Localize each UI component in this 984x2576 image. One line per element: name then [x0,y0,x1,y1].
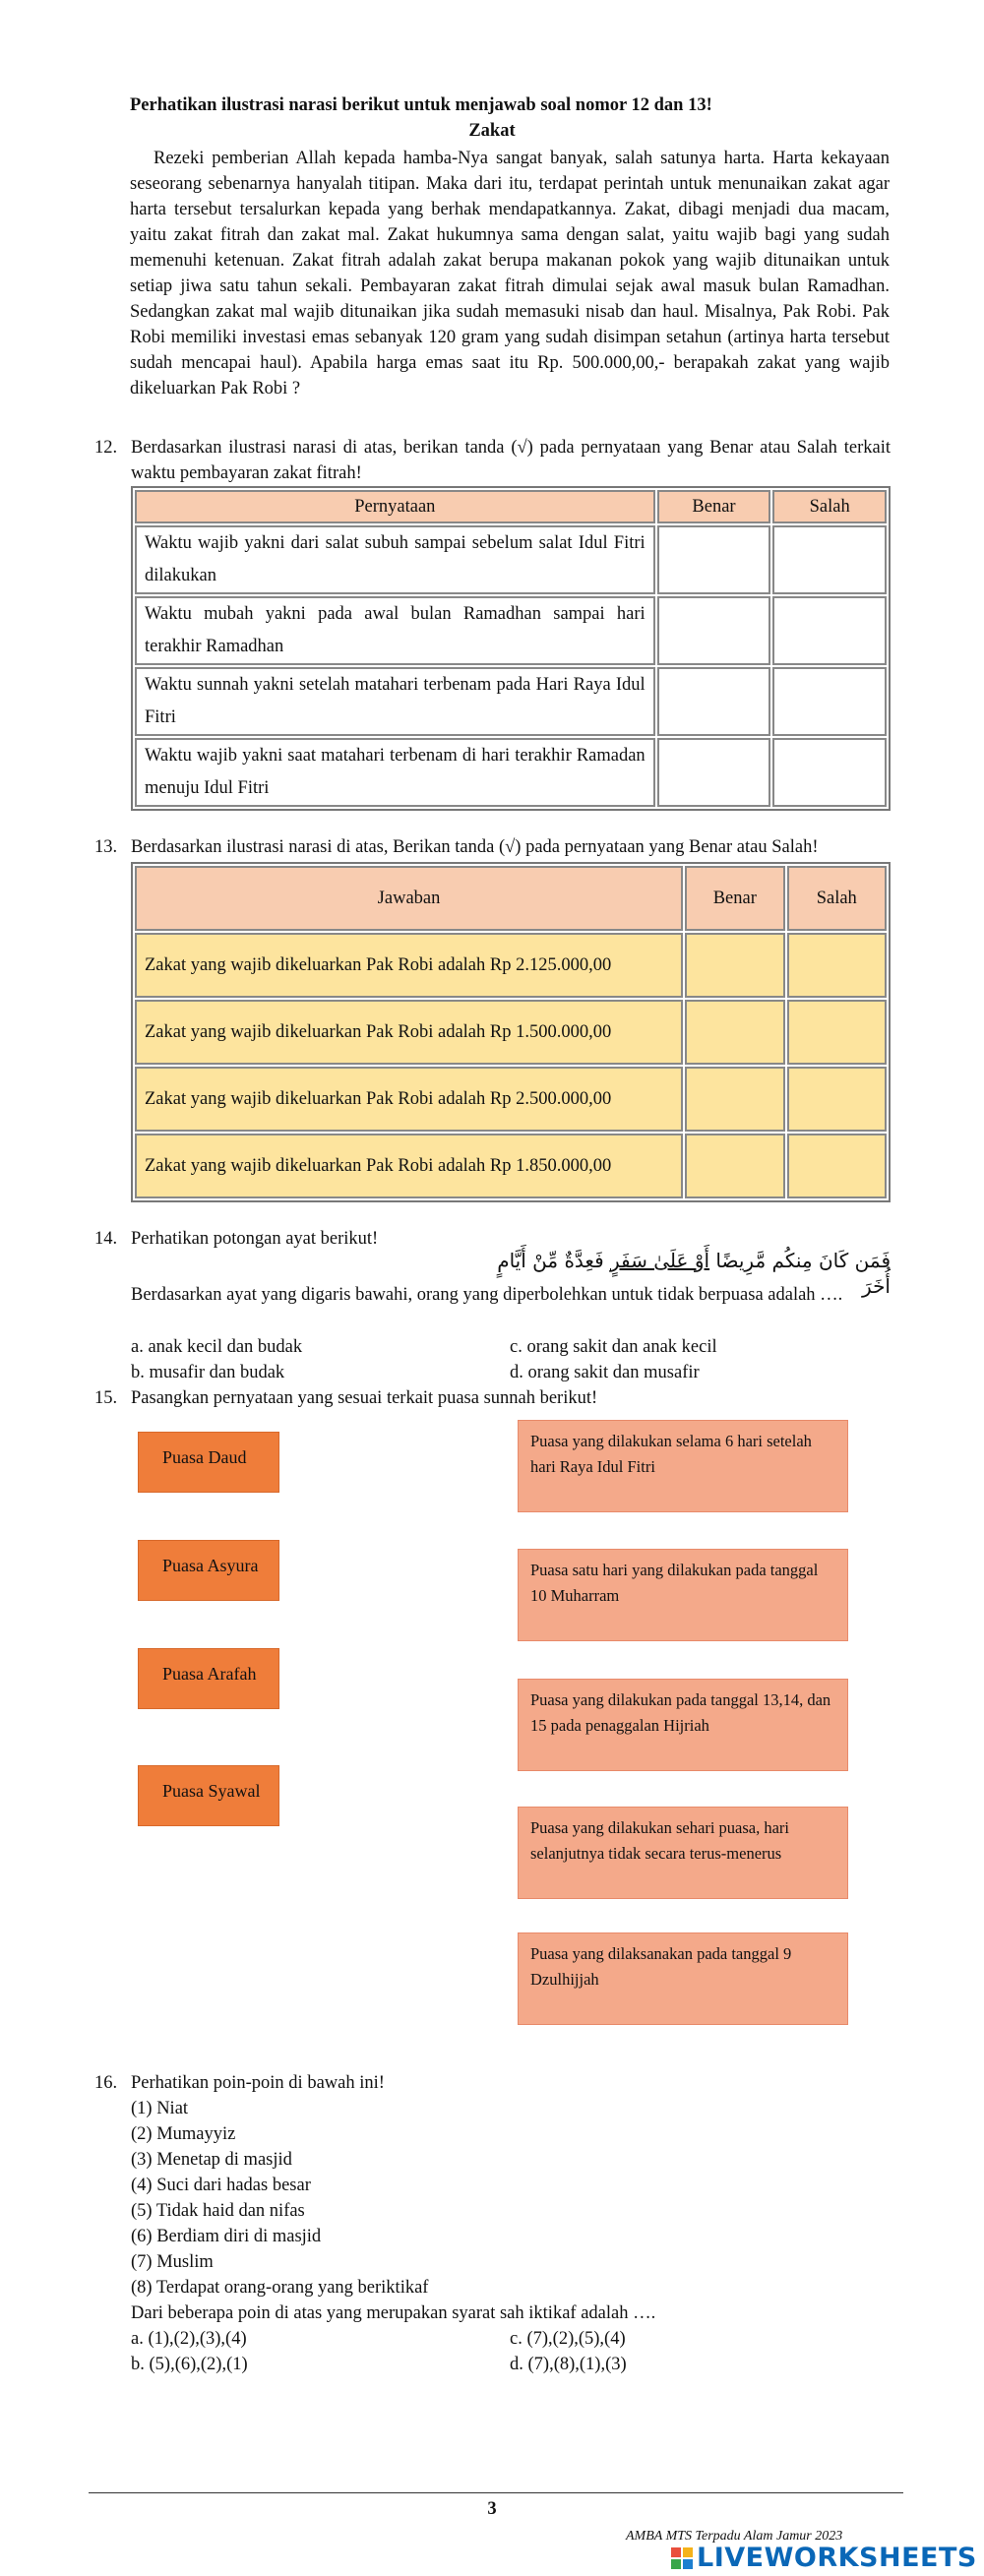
salah-checkbox-cell[interactable] [772,738,887,807]
point-item: (7) Muslim [131,2252,214,2272]
match-right-item[interactable]: Puasa yang dilakukan selama 6 hari setelah hari Raya Idul Fitri [518,1420,848,1512]
point-item: (8) Terdapat orang-orang yang beriktikaf [131,2278,429,2298]
salah-checkbox-cell[interactable] [787,1067,887,1132]
question-13-text: Berdasarkan ilustrasi narasi di atas, Berikan tanda (√) pada pernyataan yang Benar atau Salah! [131,837,819,857]
option-b[interactable]: b. musafir dan budak [131,1363,285,1382]
header-jawaban: Jawaban [135,866,683,931]
match-left-puasa-asyura[interactable]: Puasa Asyura [138,1540,279,1601]
point-item: (2) Mumayyiz [131,2124,236,2144]
answer-cell: Zakat yang wajib dikeluarkan Pak Robi adalah Rp 1.500.000,00 [135,1000,683,1065]
option-b[interactable]: b. (5),(6),(2),(1) [131,2355,248,2374]
benar-checkbox-cell[interactable] [685,1134,784,1198]
option-d[interactable]: d. (7),(8),(1),(3) [510,2355,627,2374]
page-number: 3 [487,2499,497,2519]
match-left-puasa-syawal[interactable]: Puasa Syawal [138,1765,279,1826]
q12-table [131,486,891,811]
point-item: (6) Berdiam diri di masjid [131,2227,322,2246]
salah-checkbox-cell[interactable] [772,525,887,594]
benar-checkbox-cell[interactable] [657,667,771,736]
answer-cell: Zakat yang wajib dikeluarkan Pak Robi adalah Rp 2.125.000,00 [135,933,683,998]
question-16-number: 16. [94,2073,118,2093]
salah-checkbox-cell[interactable] [787,933,887,998]
match-right-item[interactable]: Puasa yang dilakukan pada tanggal 13,14, dan 15 pada penaggalan Hijriah [518,1679,848,1771]
point-item: (4) Suci dari hadas besar [131,2176,311,2195]
question-14-text: Perhatikan potongan ayat berikut! [131,1229,379,1249]
option-a[interactable]: a. anak kecil dan budak [131,1337,303,1357]
option-c[interactable]: c. orang sakit dan anak kecil [510,1337,717,1357]
table-row [135,1000,887,1065]
question-14-number: 14. [94,1229,118,1249]
verse-part: فَمَن كَانَ مِنكُم مَّرِيضًا [709,1249,891,1272]
question-14-prompt: Berdasarkan ayat yang digaris bawahi, orang yang diperbolehkan untuk tidak berpuasa adalah …. [131,1285,843,1305]
statement-cell: Waktu wajib yakni saat matahari terbenam di hari terakhir Ramadan menuju Idul Fitri [135,738,655,807]
question-15-number: 15. [94,1388,118,1408]
salah-checkbox-cell[interactable] [772,596,887,665]
question-16-text: Perhatikan poin-poin di bawah ini! [131,2073,385,2093]
question-12-text: Berdasarkan ilustrasi narasi di atas, berikan tanda (√) pada pernyataan yang Benar atau Salah terkait waktu pembayaran zakat fitrah! [131,438,891,483]
match-right-item[interactable]: Puasa satu hari yang dilakukan pada tanggal 10 Muharram [518,1549,848,1641]
liveworksheets-grid-icon [671,2547,693,2569]
table-row [135,596,887,665]
match-left-puasa-daud[interactable]: Puasa Daud [138,1432,279,1493]
benar-checkbox-cell[interactable] [685,1067,784,1132]
point-item: (3) Menetap di masjid [131,2150,292,2170]
answer-cell: Zakat yang wajib dikeluarkan Pak Robi adalah Rp 2.500.000,00 [135,1067,683,1132]
footer-divider [89,2492,903,2493]
table-row [135,1067,887,1132]
table-row [135,525,887,594]
intro-heading: Perhatikan ilustrasi narasi berikut untuk menjawab soal nomor 12 dan 13! [130,95,712,115]
statement-cell: Waktu wajib yakni dari salat subuh sampai sebelum salat Idul Fitri dilakukan [135,525,655,594]
point-item: (1) Niat [131,2099,189,2118]
benar-checkbox-cell[interactable] [657,596,771,665]
benar-checkbox-cell[interactable] [685,933,784,998]
table-row [135,667,887,736]
table-row [135,933,887,998]
benar-checkbox-cell[interactable] [685,1000,784,1065]
q13-table [131,862,891,1202]
salah-checkbox-cell[interactable] [787,1000,887,1065]
question-12-number: 12. [94,438,118,458]
question-16-prompt: Dari beberapa poin di atas yang merupakan syarat sah iktikaf adalah …. [131,2303,656,2323]
answer-cell: Zakat yang wajib dikeluarkan Pak Robi adalah Rp 1.850.000,00 [135,1134,683,1198]
header-salah: Salah [787,866,887,931]
option-c[interactable]: c. (7),(2),(5),(4) [510,2329,626,2349]
match-right-item[interactable]: Puasa yang dilaksanakan pada tanggal 9 Dzulhijjah [518,1932,848,2025]
narrative-text: Rezeki pemberian Allah kepada hamba-Nya sangat banyak, salah satunya harta. Harta kekayaan seseorang sebenarnya hanyalah titipan. Maka dari itu, terdapat perintah untuk menunaikan zakat agar harta tersebut tersalurkan kepada yang berhak mendapatkannya. Zakat, dibagi menjadi dua macam, yaitu zakat fitrah dan zakat mal. Zakat hukumnya sama dengan salat, yaitu wajib bagi yang sudah memenuhi ketenuan. Zakat fitrah adalah zakat berupa makanan pokok yang wajib ditunaikan untuk setiap jiwa satu tahun sekali. Pembayaran zakat fitrah dimulai sejak awal masuk bulan Ramadhan. Sedangkan zakat mal wajib ditunaikan jika sudah memasuki nisab dan haul. Misalnya, Pak Robi. Pak Robi memiliki investasi emas sebanyak 120 gram yang sudah disimpan setahun (artinya harta tersebut sudah mencapai haul). Apabila harga emas saat itu Rp. 500.000,00,- berapakah zakat yang wajib dikeluarkan Pak Robi ? [130,149,890,399]
header-pernyataan: Pernyataan [135,490,655,523]
point-item: (5) Tidak haid dan nifas [131,2201,305,2221]
header-salah: Salah [772,490,887,523]
statement-cell: Waktu sunnah yakni setelah matahari terbenam pada Hari Raya Idul Fitri [135,667,655,736]
header-benar: Benar [657,490,771,523]
table-row [135,738,887,807]
liveworksheets-logo [671,2543,977,2574]
benar-checkbox-cell[interactable] [657,525,771,594]
option-a[interactable]: a. (1),(2),(3),(4) [131,2329,247,2349]
table-header-row [135,490,887,523]
logo-text: LIVEWORKSHEETS [697,2543,977,2573]
salah-checkbox-cell[interactable] [772,667,887,736]
question-13-number: 13. [94,837,118,857]
question-15-text: Pasangkan pernyataan yang sesuai terkait puasa sunnah berikut! [131,1388,598,1408]
option-d[interactable]: d. orang sakit dan musafir [510,1363,700,1382]
table-header-row [135,866,887,931]
benar-checkbox-cell[interactable] [657,738,771,807]
table-row [135,1134,887,1198]
match-left-puasa-arafah[interactable]: Puasa Arafah [138,1648,279,1709]
match-right-item[interactable]: Puasa yang dilakukan sehari puasa, hari selanjutnya tidak secara terus-menerus [518,1807,848,1899]
narrative-title: Zakat [468,121,516,141]
verse-underlined: أَوْ عَلَىٰ سَفَرٍ [609,1249,710,1272]
salah-checkbox-cell[interactable] [787,1134,887,1198]
statement-cell: Waktu mubah yakni pada awal bulan Ramadhan sampai hari terakhir Ramadhan [135,596,655,665]
footer-note: AMBA MTS Terpadu Alam Jamur 2023 [626,2529,843,2544]
verse-part: فَعِدَّةٌ مِّنْ أَيَّامٍ أُخَرَ [497,1249,891,1298]
header-benar: Benar [685,866,784,931]
